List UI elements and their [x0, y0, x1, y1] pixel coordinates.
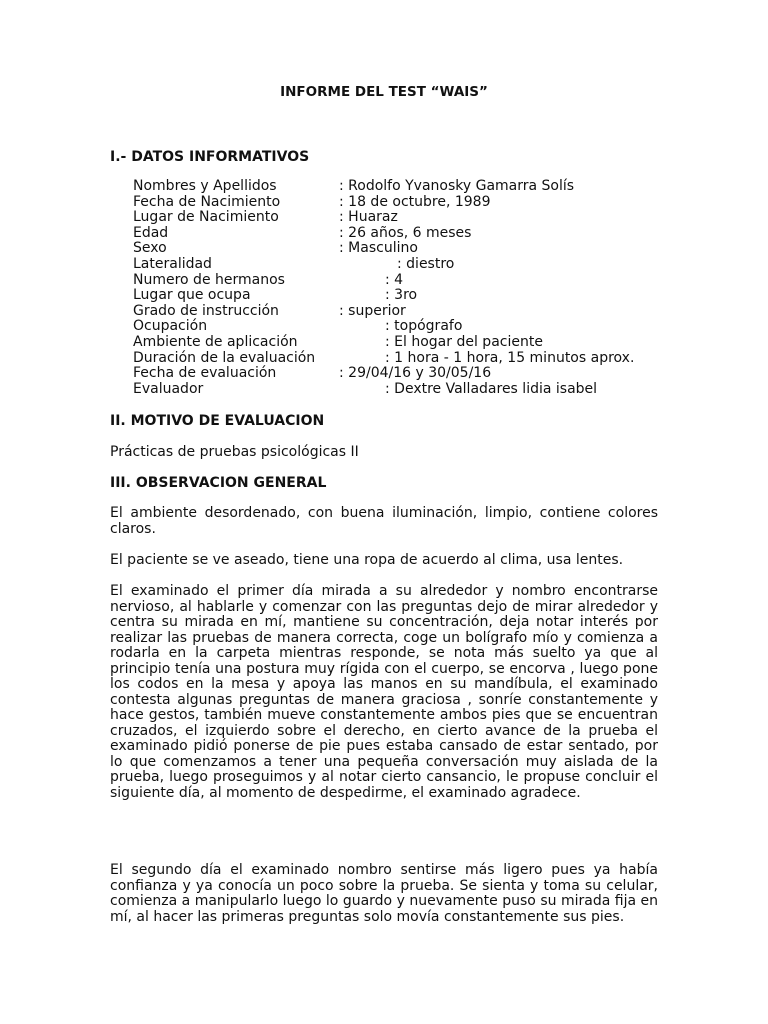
info-label: Sexo	[133, 240, 167, 257]
info-label: Duración de la evaluación	[133, 349, 316, 366]
info-value: : topógrafo	[385, 318, 463, 335]
info-label: Fecha de evaluación	[133, 365, 277, 382]
info-row	[133, 366, 634, 382]
info-value: : 29/04/16 y 30/05/16	[339, 365, 492, 382]
document-title: INFORME DEL TEST “WAIS”	[280, 84, 488, 100]
info-row	[133, 226, 634, 242]
info-value: : 26 años, 6 meses	[339, 224, 472, 241]
info-row	[133, 273, 634, 289]
info-value: : diestro	[397, 255, 455, 272]
info-label: Lateralidad	[133, 255, 212, 272]
info-row	[133, 335, 634, 351]
info-row	[133, 351, 634, 367]
info-row	[133, 241, 634, 257]
section-heading-observacion: III. OBSERVACION GENERAL	[110, 475, 327, 491]
info-row	[133, 319, 634, 335]
info-label: Ambiente de aplicación	[133, 333, 298, 350]
info-label: Evaluador	[133, 380, 204, 397]
section-heading-datos: I.- DATOS INFORMATIVOS	[110, 149, 310, 165]
info-label: Nombres y Apellidos	[133, 178, 277, 194]
motivo-text: Prácticas de pruebas psicológicas II	[110, 444, 359, 460]
observation-paragraph-3: El examinado el primer día mirada a su alrededor y nombro encontrarse nervioso, al hablarle y comenzar con las preguntas dejo de mirar alrededor y centra su mirada en mí, mantiene su concentración, deja notar interés por realizar las pruebas de manera correcta, coge un bolígrafo mío y comienza a rodarla en la carpeta mientras responde, se nota más suelto ya que al principio tenía una postura muy rígida con el cuerpo, se encorva , luego pone los codos en la mesa y apoya las manos en su mandíbula, el examinado contesta algunas preguntas de manera graciosa , sonríe constantemente y hace gestos, también mueve constantemente ambos pies que se encuentran cruzados, el izquierdo sobre el derecho, en cierto avance de la prueba el examinado pidió ponerse de pie pues estaba cansado de estar sentado, por lo que comenzamos a tener una pequeña conversación muy aislada de la prueba, luego proseguimos y al notar cierto cansancio, le propuse concluir el siguiente día, al momento de despedirme, el examinado agradece.	[110, 583, 658, 801]
info-value: : 3ro	[385, 287, 418, 304]
info-value: : El hogar del paciente	[385, 333, 543, 350]
observation-paragraph-4: El segundo día el examinado nombro sentirse más ligero pues ya había confianza y ya conocía un poco sobre la prueba. Se sienta y toma su celular, comienza a manipularlo luego lo guardo y nuevamente puso su mirada fija en mí, al hacer las primeras preguntas solo movía constantemente sus pies.	[110, 862, 658, 925]
info-label: Grado de instrucción	[133, 302, 279, 319]
info-row	[133, 210, 634, 226]
info-value: : Dextre Valladares lidia isabel	[385, 380, 598, 397]
info-label: Fecha de Nacimiento	[133, 193, 281, 210]
info-label: Lugar que ocupa	[133, 287, 251, 304]
info-row	[133, 195, 634, 211]
info-row	[133, 179, 634, 195]
info-value: : Huaraz	[339, 209, 398, 226]
info-row	[133, 288, 634, 304]
observation-paragraph-1: El ambiente desordenado, con buena iluminación, limpio, contiene colores claros.	[110, 505, 658, 537]
observation-paragraph-2: El paciente se ve aseado, tiene una ropa de acuerdo al clima, usa lentes.	[110, 552, 624, 568]
datos-informativos-table	[133, 179, 634, 397]
info-label: Lugar de Nacimiento	[133, 209, 279, 226]
info-value: : Rodolfo Yvanosky Gamarra Solís	[339, 178, 575, 194]
info-value: : superior	[339, 302, 406, 319]
info-label: Edad	[133, 224, 169, 241]
info-value: : 4	[385, 271, 404, 288]
info-label: Numero de hermanos	[133, 271, 285, 288]
info-value: : 1 hora - 1 hora, 15 minutos aprox.	[385, 349, 635, 366]
info-label: Ocupación	[133, 318, 208, 335]
section-heading-motivo: II. MOTIVO DE EVALUACION	[110, 413, 325, 429]
info-row	[133, 304, 634, 320]
info-row	[133, 382, 634, 398]
info-value: : 18 de octubre, 1989	[339, 193, 491, 210]
info-value: : Masculino	[339, 240, 418, 257]
info-row	[133, 257, 634, 273]
